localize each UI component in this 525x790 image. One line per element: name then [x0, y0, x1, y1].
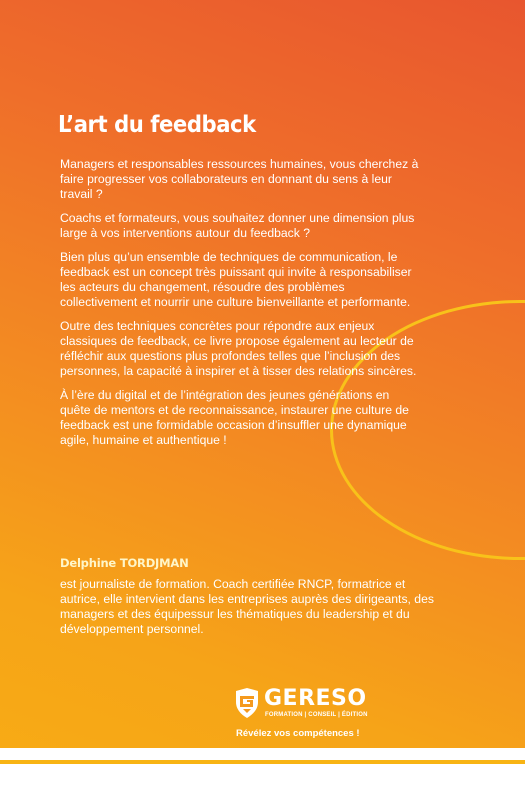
publisher-name: GERESO: [264, 686, 367, 711]
author-section: [60, 556, 440, 637]
book-title: L’art du feedback: [58, 112, 256, 138]
author-bio: est journaliste de formation. Coach certifiée RNCP, formatrice et autrice, elle intervient dans les entreprises auprès des dirigeants, des managers et des équipessur les thématiques du leadership et du développement personnel.: [60, 577, 434, 636]
publisher-tagline: Révélez vos compétences !: [236, 728, 360, 739]
blurb-paragraph: Outre des techniques concrètes pour répondre aux enjeux classiques de feedback, ce livre propose également au lecteur de réfléchir aux questions plus profondes telles que l’inclusion des personnes, la capacité à inspirer et à tisser des relations sincères.: [60, 319, 417, 378]
bottom-margin: [0, 764, 525, 790]
blurb-paragraph: Bien plus qu’un ensemble de techniques de communication, le feedback est un concept très puissant qui invite à responsabiliser les acteurs du changement, résoudre des problèmes collectivement et nourrir une culture bienveillante et performante.: [60, 250, 412, 309]
publisher-subtitle: FORMATION | CONSEIL | ÉDITION: [265, 712, 368, 718]
blurb-paragraph: À l’ère du digital et de l’intégration des jeunes générations en quête de mentors et de reconnaissance, instaurer une culture de feedback est une formidable occasion d’insuffler une dynamique agile, humaine et authentique !: [60, 388, 409, 447]
bottom-strip: [0, 748, 525, 760]
blurb-paragraph: Coachs et formateurs, vous souhaitez donner une dimension plus large à vos interventions autour du feedback ?: [60, 211, 415, 240]
blurb: [60, 157, 420, 457]
publisher-logo: [234, 688, 384, 724]
blurb-paragraph: Managers et responsables ressources humaines, vous cherchez à faire progresser vos collaborateurs en donnant du sens à leur travail ?: [60, 157, 419, 201]
gereso-shield-icon: [234, 688, 260, 718]
author-name: Delphine TORDJMAN: [60, 556, 189, 570]
